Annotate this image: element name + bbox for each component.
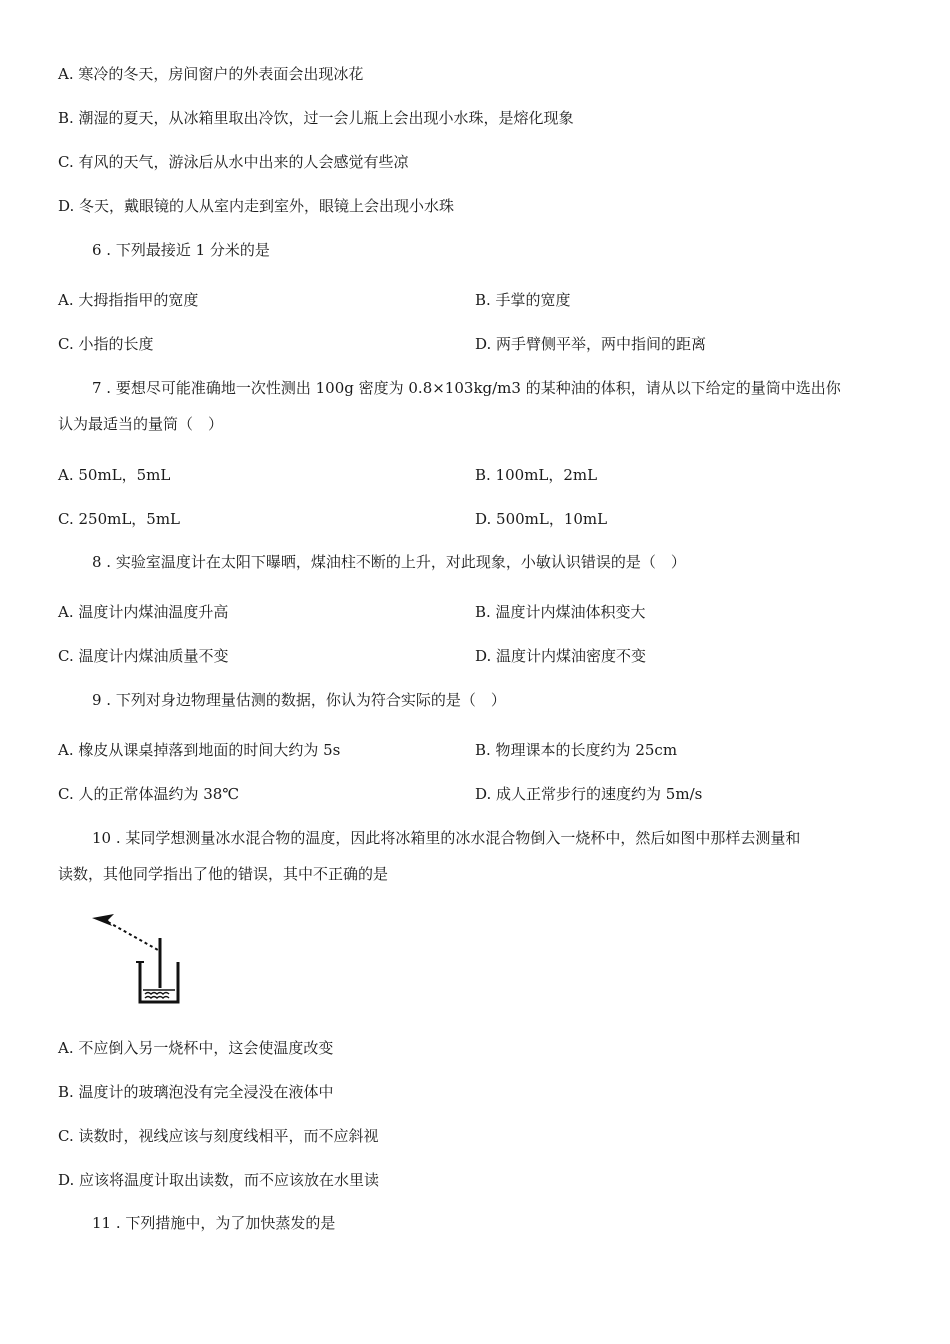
q6-option-d: D. 两手臂侧平举，两中指间的距离 — [475, 335, 707, 353]
q5-option-c: C. 有风的天气，游泳后从水中出来的人会感觉有些凉 — [58, 153, 409, 171]
q6-option-c: C. 小指的长度 — [58, 335, 154, 353]
q11-stem: 11 . 下列措施中，为了加快蒸发的是 — [92, 1214, 336, 1232]
q7-stem-line1: 7 . 要想尽可能准确地一次性测出 100g 密度为 0.8×103kg/m3 的某种油的体积，请从以下给定的量筒中选出你 — [92, 379, 841, 397]
q7-option-c: C. 250mL，5mL — [58, 510, 181, 528]
q9-stem: 9 . 下列对身边物理量估测的数据，你认为符合实际的是（ ） — [92, 691, 506, 709]
q5-option-b: B. 潮湿的夏天，从冰箱里取出冷饮，过一会儿瓶上会出现小水珠，是熔化现象 — [58, 109, 574, 127]
q9-option-a: A. 橡皮从课桌掉落到地面的时间大约为 5s — [58, 741, 341, 759]
thermometer-beaker-figure — [88, 910, 188, 1010]
q7-option-b: B. 100mL，2mL — [475, 466, 598, 484]
q6-option-a: A. 大拇指指甲的宽度 — [58, 291, 199, 309]
q6-stem: 6 . 下列最接近 1 分米的是 — [92, 241, 270, 259]
q8-option-a: A. 温度计内煤油温度升高 — [58, 603, 229, 621]
q8-stem: 8 . 实验室温度计在太阳下曝晒，煤油柱不断的上升，对此现象，小敏认识错误的是（ ） — [92, 553, 686, 571]
q6-option-b: B. 手掌的宽度 — [475, 291, 571, 309]
ice-water-mixture — [145, 993, 169, 995]
q10-stem-line2: 读数，其他同学指出了他的错误，其中不正确的是 — [58, 865, 389, 883]
q8-option-b: B. 温度计内煤油体积变大 — [475, 603, 646, 621]
q10-option-d: D. 应该将温度计取出读数，而不应该放在水里读 — [58, 1171, 380, 1189]
q8-option-d: D. 温度计内煤油密度不变 — [475, 647, 647, 665]
q7-option-d: D. 500mL，10mL — [475, 510, 608, 528]
q10-stem-line1: 10 . 某同学想测量冰水混合物的温度，因此将冰箱里的冰水混合物倒入一烧杯中，然后如图中那样去测量和 — [92, 829, 801, 847]
q10-option-c: C. 读数时，视线应该与刻度线相平，而不应斜视 — [58, 1127, 379, 1145]
eye-marker — [92, 914, 114, 926]
q9-option-d: D. 成人正常步行的速度约为 5m/s — [475, 785, 703, 803]
q10-option-a: A. 不应倒入另一烧杯中，这会使温度改变 — [58, 1039, 334, 1057]
q10-option-b: B. 温度计的玻璃泡没有完全浸没在液体中 — [58, 1083, 334, 1101]
q8-option-c: C. 温度计内煤油质量不变 — [58, 647, 229, 665]
q9-option-b: B. 物理课本的长度约为 25cm — [475, 741, 678, 759]
q7-stem-line2: 认为最适当的量筒（ ） — [58, 415, 224, 433]
q5-option-d: D. 冬天，戴眼镜的人从室内走到室外，眼镜上会出现小水珠 — [58, 197, 455, 215]
q7-option-a: A. 50mL，5mL — [58, 466, 171, 484]
line-of-sight — [108, 922, 158, 950]
q5-option-a: A. 寒冷的冬天，房间窗户的外表面会出现冰花 — [58, 65, 364, 83]
q9-option-c: C. 人的正常体温约为 38℃ — [58, 785, 240, 803]
